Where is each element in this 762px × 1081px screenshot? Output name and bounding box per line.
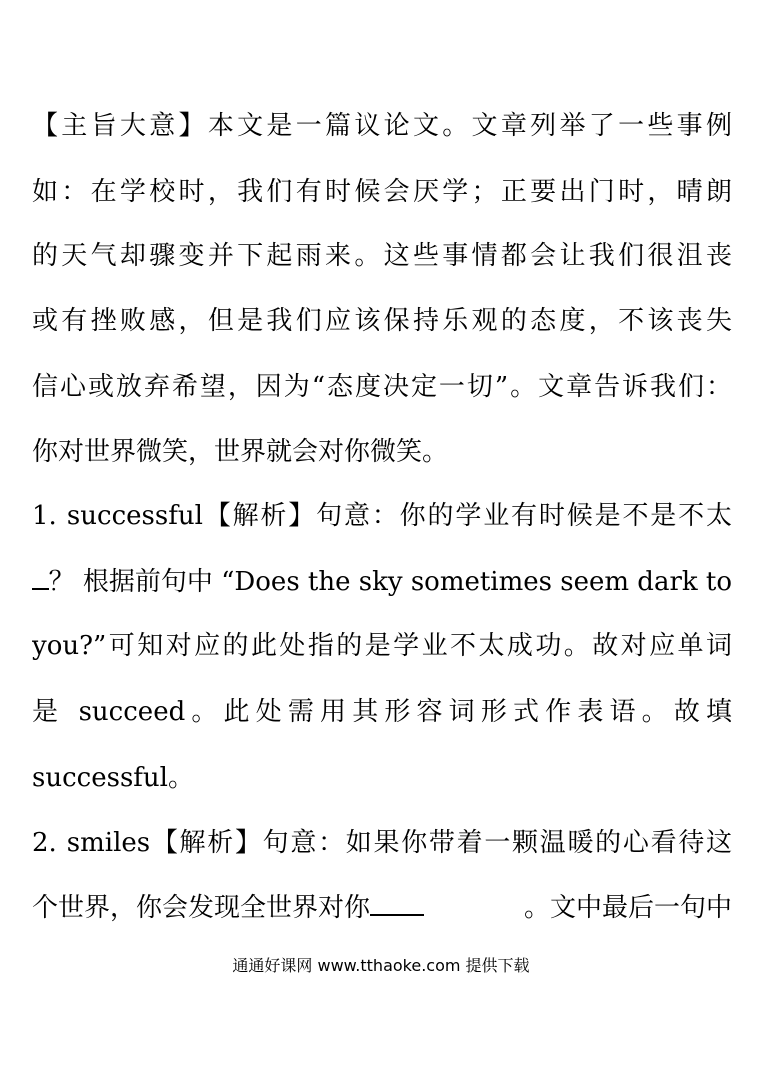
answer-1-blank-line [32,564,732,600]
text-line-14: 。文中最后一句中 [523,893,732,923]
text-line-10: 是 succeed。此处需用其形容词形式作表语。故填 [32,697,732,727]
text-line-6: 你对世界微笑，世界就会对你微笑。 [32,437,449,467]
text-line-3: 的天气却骤变并下起雨来。这些事情都会让我们很沮丧 [32,241,732,271]
answer-blank [32,566,49,590]
text-line-2: 如：在学校时，我们有时候会厌学；正要出门时，晴朗 [32,177,732,207]
text-line-8: ？ 根据前句中 “Does the sky sometimes seem dark to [48,567,732,597]
answer-2-line: 2. smiles【解析】句意：如果你带着一颗温暖的心看待这 [32,828,732,858]
text-line-1: 【主旨大意】本文是一篇议论文。文章列举了一些事例 [32,111,732,141]
page-footer: 通通好课网 www.tthaoke.com 提供下载 [232,956,530,975]
answer-1-line: 1. successful【解析】句意：你的学业有时候是不是不太 [32,501,732,531]
text-line-9: you?”可知对应的此处指的是学业不太成功。故对应单词 [32,631,732,661]
text-line-11: successful。 [32,763,194,793]
answer-2-blank-line [32,890,732,926]
answer-blank [370,892,424,916]
text-line-4: 或有挫败感，但是我们应该保持乐观的态度，不该丧失 [32,306,732,336]
text-line-5: 信心或放弃希望，因为“态度决定一切”。文章告诉我们： [32,372,732,402]
text-line-13: 个世界，你会发现全世界对你 [32,893,371,923]
